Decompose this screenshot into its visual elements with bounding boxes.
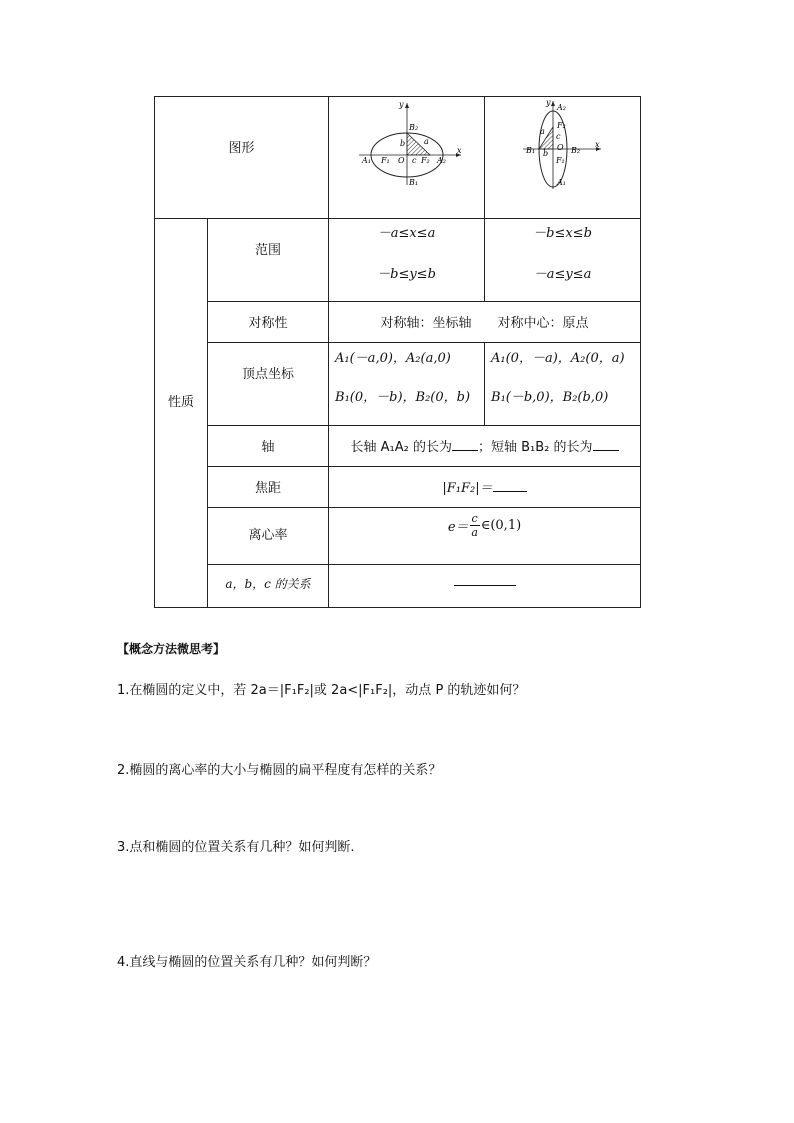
range-vertical-cell xyxy=(485,219,641,302)
label-b: b xyxy=(543,149,549,158)
label-F2: F₂ xyxy=(421,156,430,165)
axis-value-cell xyxy=(329,426,641,467)
question-1: 1.在椭圆的定义中，若 2a＝|F₁F₂|或 2a<|F₁F₂|，动点 P 的轨迹如何？ xyxy=(117,683,526,698)
label-y: y xyxy=(399,100,404,109)
label-F2: F₂ xyxy=(557,121,566,130)
range-label: 范围 xyxy=(255,243,282,258)
vertical-ellipse-figure xyxy=(485,97,641,214)
symmetry-label-cell xyxy=(208,302,329,343)
properties-label-cell xyxy=(155,219,208,608)
label-F1: F₁ xyxy=(381,156,390,165)
label-b: b xyxy=(400,139,406,148)
label-O: O xyxy=(398,156,405,165)
label-B2: B₂ xyxy=(409,123,419,132)
focal-value-cell xyxy=(329,467,641,508)
label-F1: F₁ xyxy=(556,156,565,165)
range-h-x: －a≤x≤a xyxy=(377,226,436,241)
focal-label: 焦距 xyxy=(255,481,282,496)
vertices-label-cell xyxy=(208,343,329,426)
minor-axis-text: ；短轴 B₁B₂ 的长为 xyxy=(477,440,593,455)
range-v-x: －b≤x≤b xyxy=(533,226,592,241)
range-h-y: －b≤y≤b xyxy=(377,267,436,282)
label-x: x xyxy=(595,140,600,149)
horizontal-ellipse-cell xyxy=(329,97,485,219)
range-v-y: －a≤y≤a xyxy=(533,267,592,282)
range-label-cell xyxy=(208,219,329,302)
ecc-range: ∈(0,1) xyxy=(480,518,522,533)
range-horizontal-cell xyxy=(329,219,485,302)
symmetry-value: 对称轴：坐标轴 对称中心：原点 xyxy=(380,316,589,331)
ecc-numerator: c xyxy=(471,512,478,525)
vertical-ellipse-cell xyxy=(485,97,641,219)
label-B2: B₂ xyxy=(571,146,581,155)
horizontal-ellipse-figure xyxy=(329,97,485,214)
major-axis-text: 长轴 A₁A₂ 的长为 xyxy=(350,440,452,455)
label-A2: A₂ xyxy=(437,156,446,165)
eccentricity-label: 离心率 xyxy=(248,528,288,543)
label-A1: A₁ xyxy=(362,156,371,165)
axis-value xyxy=(329,426,640,455)
relation-value-cell xyxy=(329,565,641,608)
label-a: a xyxy=(540,127,545,136)
symmetry-label: 对称性 xyxy=(248,316,288,331)
focal-text: |F₁F₂|＝ xyxy=(442,481,493,496)
vertices-vertical-cell xyxy=(485,343,641,426)
label-c: c xyxy=(556,132,561,141)
question-3: 3.点和椭圆的位置关系有几种？如何判断. xyxy=(117,840,355,855)
properties-label: 性质 xyxy=(167,395,194,410)
vertices-v-a: A₁(0，－a)，A₂(0，a) xyxy=(491,351,625,366)
ecc-fraction xyxy=(470,512,480,539)
vertices-h-a: A₁(－a,0)，A₂(a,0) xyxy=(335,351,451,366)
label-a: a xyxy=(424,137,429,146)
ecc-denominator: a xyxy=(471,526,478,539)
label-B1: B₁ xyxy=(409,178,419,187)
vertices-label: 顶点坐标 xyxy=(242,367,295,382)
relation-label: a，b，c 的关系 xyxy=(225,577,311,591)
label-A2: A₂ xyxy=(557,103,566,112)
label-c: c xyxy=(412,156,417,165)
label-x: x xyxy=(457,146,462,155)
focal-blank xyxy=(493,479,527,492)
ellipse-properties-table xyxy=(154,96,641,608)
relation-blank xyxy=(454,573,516,586)
figure-label-cell xyxy=(155,97,329,219)
question-4: 4.直线与椭圆的位置关系有几种？如何判断？ xyxy=(117,955,377,970)
ecc-e: e＝ xyxy=(447,520,469,535)
figure-label: 图形 xyxy=(228,141,255,156)
vertices-horizontal-cell xyxy=(329,343,485,426)
vertices-h-b: B₁(0，－b)，B₂(0，b) xyxy=(335,390,471,405)
symmetry-value-cell xyxy=(329,302,641,343)
eccentricity-value-cell xyxy=(329,508,641,565)
focal-value xyxy=(329,467,640,496)
vertices-v-b: B₁(－b,0)，B₂(b,0) xyxy=(491,390,609,405)
eccentricity-label-cell xyxy=(208,508,329,565)
relation-label-cell xyxy=(208,565,329,608)
label-B1: B₁ xyxy=(526,146,536,155)
label-y: y xyxy=(546,98,551,107)
minor-axis-blank xyxy=(593,438,619,451)
axis-label-cell xyxy=(208,426,329,467)
focal-label-cell xyxy=(208,467,329,508)
eccentricity-formula xyxy=(329,508,640,539)
section-title: 【概念方法微思考】 xyxy=(117,642,226,656)
axis-label: 轴 xyxy=(261,440,275,455)
label-A1: A₁ xyxy=(557,178,566,187)
label-O: O xyxy=(557,143,564,152)
major-axis-blank xyxy=(452,438,478,451)
question-2: 2.椭圆的离心率的大小与椭圆的扁平程度有怎样的关系？ xyxy=(117,763,442,778)
